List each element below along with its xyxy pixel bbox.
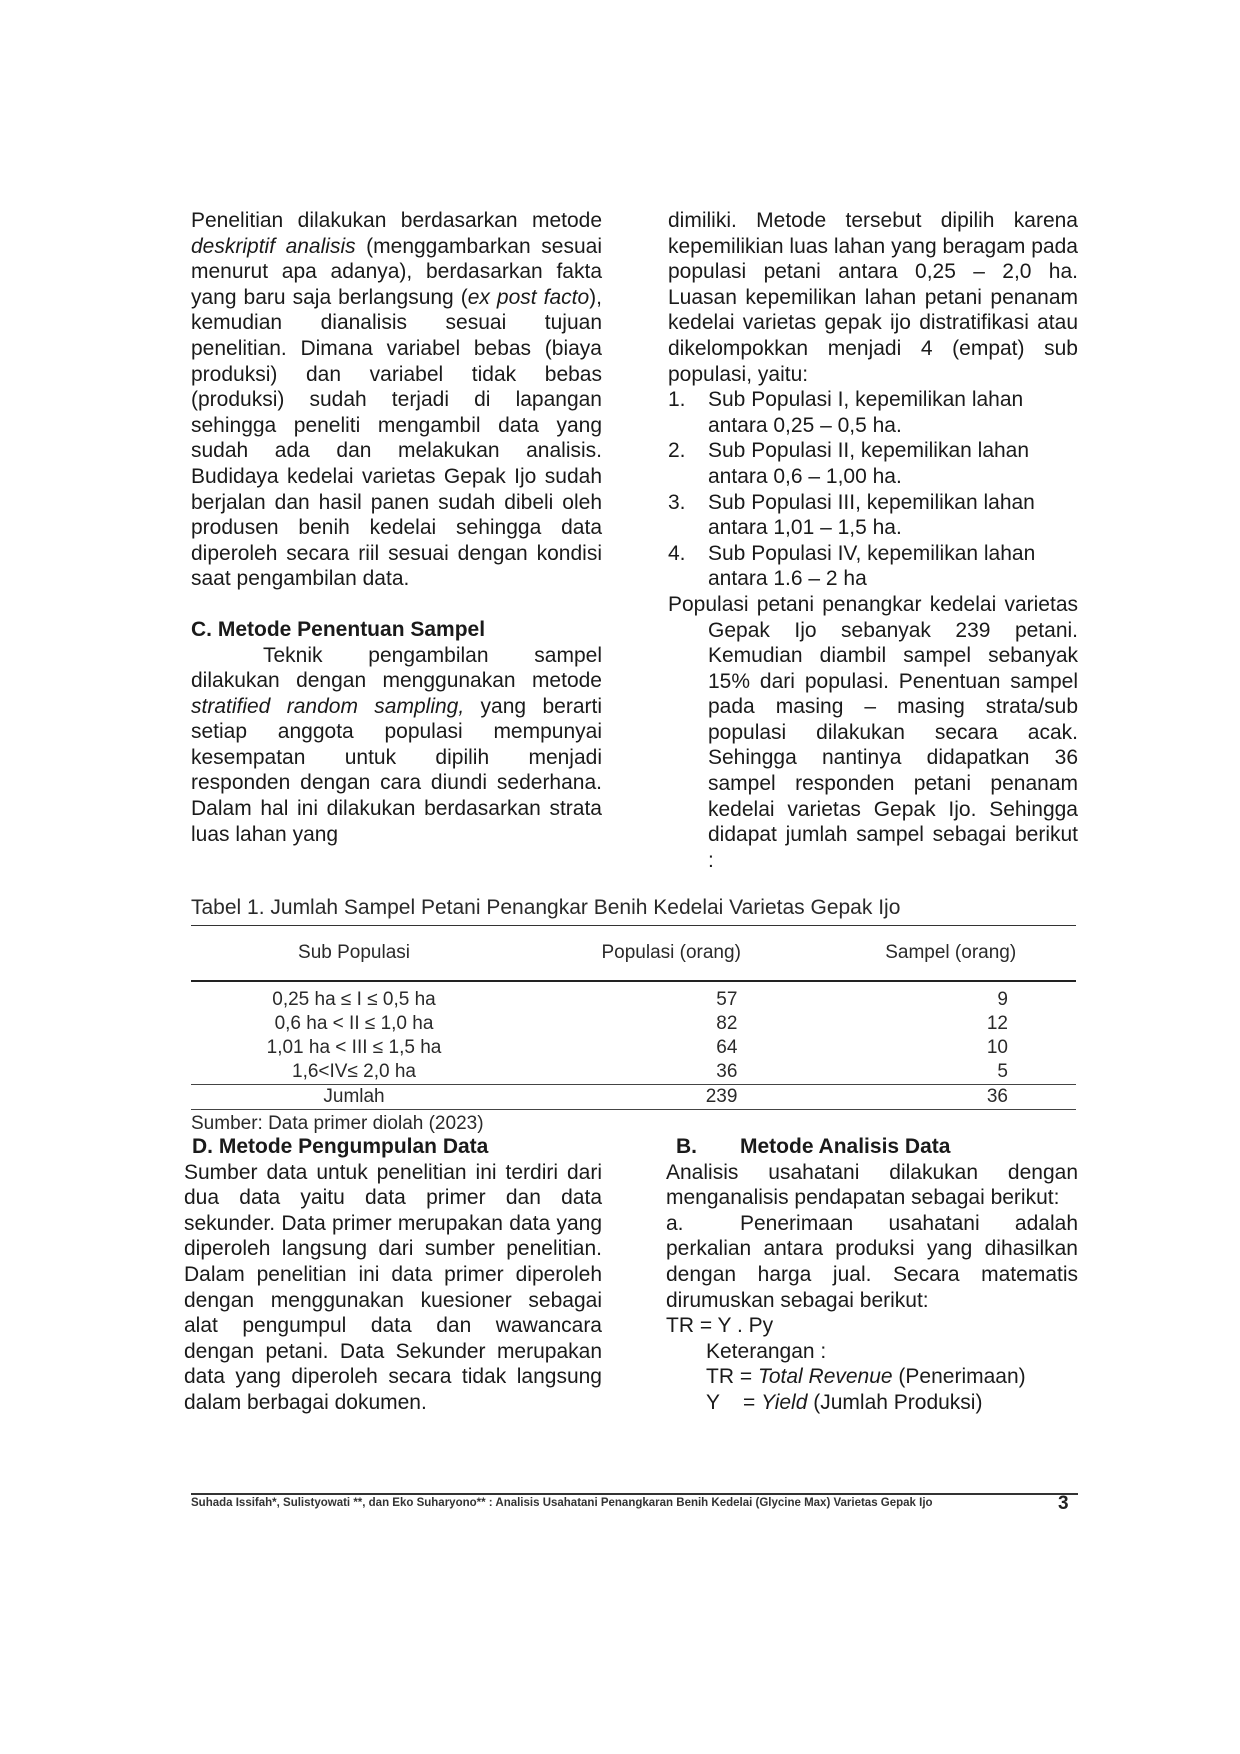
cell-sampel: 9: [997, 989, 1008, 1010]
definition-tr: TR = Total Revenue (Penerimaan): [706, 1365, 1026, 1389]
stratification-paragraph: dimiliki. Metode tersebut dipilih karena kepemilikian luas lahan yang beragam pada populasi petani antara 0,25 – 2,0 ha. Luasan kepemilikan lahan petani penanam kedelai varietas gepak ijo distratifikasi atau dikelompokkan menjadi 4 (empat) sub populasi, yaitu:: [668, 209, 1078, 386]
analysis-paragraph: Analisis usahatani dilakukan dengan menganalisis pendapatan sebagai berikut:: [666, 1160, 1078, 1210]
header-sub-populasi: Sub Populasi: [298, 942, 410, 963]
formula-tr: TR = Y . Py: [666, 1314, 774, 1338]
list-item: 2. Sub Populasi II, kepemilikan lahan antara 0,6 – 1,00 ha.: [668, 439, 1030, 488]
cell-sub-populasi: 0,6 ha < II ≤ 1,0 ha: [274, 1013, 434, 1034]
section-heading-c: C. Metode Penentuan Sampel: [191, 617, 486, 641]
header-populasi: Populasi (orang): [601, 942, 741, 963]
left-column-top: [191, 208, 602, 847]
table-total-row: [191, 1085, 1076, 1110]
table-row: [191, 1012, 1076, 1036]
section-heading-d: D. Metode Pengumpulan Data: [192, 1135, 489, 1158]
definition-y: Y = Yield (Jumlah Produksi): [706, 1390, 983, 1414]
cell-total-populasi: 239: [705, 1086, 738, 1107]
list-item: 4. Sub Populasi IV, kepemilikan lahan antara 1.6 – 2 ha: [668, 541, 1036, 591]
sample-table-block: [191, 896, 1076, 1154]
cell-total-label: Jumlah: [323, 1086, 385, 1107]
sample-table: [191, 925, 1076, 1110]
cell-sub-populasi: 0,25 ha ≤ I ≤ 0,5 ha: [272, 989, 436, 1010]
cell-populasi: 82: [716, 1013, 738, 1034]
method-paragraph: Penelitian dilakukan berdasarkan metode deskriptif analisis (menggambarkan sesuai menurut apa adanya), berdasarkan fakta yang baru saja berlangsung (ex post facto), kemudian dianalisis sesuai tujuan penelitian. Dimana variabel bebas (biaya produksi) dan variabel tidak bebas (produksi) sudah terjadi di lapangan sehingga peneliti mengambil data yang sudah ada dan melakukan analisis. Budidaya kedelai varietas Gepak Ijo sudah berjalan dan hasil panen sudah dibeli oleh produsen benih kedelai sehingga data diperoleh secara riil sesuai dengan kondisi saat pengambilan data.: [191, 209, 602, 591]
cell-sub-populasi: 1,6<IV≤ 2,0 ha: [292, 1061, 416, 1082]
table-row: [191, 988, 1076, 1012]
section-heading-b: B. Metode Analisis Data: [676, 1135, 951, 1158]
table-source: Sumber: Data primer diolah (2023): [191, 1113, 484, 1134]
left-column-bottom: [184, 1134, 602, 1416]
running-footer: Suhada Issifah*, Sulistyowati **, dan Eko Suharyono** : Analisis Usahatani Penangkaran Benih Kedelai (Glycine Max) Varietas Gepak Ijo: [191, 1497, 933, 1509]
spacer-row: [191, 981, 1076, 988]
item-a-paragraph: a. Penerimaan usahatani adalah perkalian antara produksi yang dihasilkan dengan harga jual. Secara matematis dirumuskan sebagai berikut:: [666, 1211, 1078, 1312]
table-row: [191, 1060, 1076, 1085]
list-item: 1. Sub Populasi I, kepemilikan lahan antara 0,25 – 0,5 ha.: [668, 388, 1024, 437]
table-header-row: [191, 926, 1076, 982]
cell-total-sampel: 36: [986, 1086, 1008, 1107]
table-caption: Tabel 1. Jumlah Sampel Petani Penangkar Benih Kedelai Varietas Gepak Ijo: [191, 896, 901, 919]
cell-sampel: 10: [986, 1037, 1008, 1058]
table-row: [191, 1036, 1076, 1060]
cell-populasi: 64: [716, 1037, 738, 1058]
footer-rule: [191, 1493, 1078, 1495]
right-column-top: [668, 208, 1078, 873]
cell-sub-populasi: 1,01 ha < III ≤ 1,5 ha: [266, 1037, 442, 1058]
sub-population-list: [668, 387, 1078, 592]
sampling-paragraph: Teknik pengambilan sampel dilakukan dengan menggunakan metode stratified random sampling, yang berarti setiap anggota populasi mempunyai kesempatan untuk dipilih menjadi responden dengan cara diundi sederhana. Dalam hal ini dilakukan berdasarkan strata luas lahan yang: [191, 643, 602, 846]
cell-sampel: 5: [997, 1061, 1008, 1082]
header-sampel: Sampel (orang): [885, 942, 1017, 963]
list-item: 3. Sub Populasi III, kepemilikan lahan antara 1,01 – 1,5 ha.: [668, 490, 1035, 540]
keterangan-label: Keterangan :: [706, 1339, 827, 1363]
population-paragraph: Populasi petani penangkar kedelai varietas Gepak Ijo sebanyak 239 petani. Kemudian diambil sampel sebanyak 15% dari populasi. Penentuan sampel pada masing – masing strata/sub populasi dilakukan secara acak. Sehingga nantinya didapatkan 36 sampel responden petani penanam kedelai varietas Gepak Ijo. Sehingga didapat jumlah sampel sebagai berikut :: [668, 592, 1078, 872]
cell-populasi: 36: [716, 1061, 738, 1082]
right-column-bottom: [666, 1134, 1078, 1416]
page-number: 3: [1058, 1493, 1069, 1514]
cell-populasi: 57: [716, 989, 738, 1010]
data-collection-paragraph: Sumber data untuk penelitian ini terdiri dari dua data yaitu data primer dan data sekunder. Data primer merupakan data yang diperoleh langsung dari sumber penelitian. Dalam penelitian ini data primer diperoleh dengan menggunakan kuesioner sebagai alat pengumpul data dan wawancara dengan petani. Data Sekunder merupakan data yang diperoleh secara tidak langsung dalam berbagai dokumen.: [184, 1160, 602, 1414]
cell-sampel: 12: [986, 1013, 1008, 1034]
